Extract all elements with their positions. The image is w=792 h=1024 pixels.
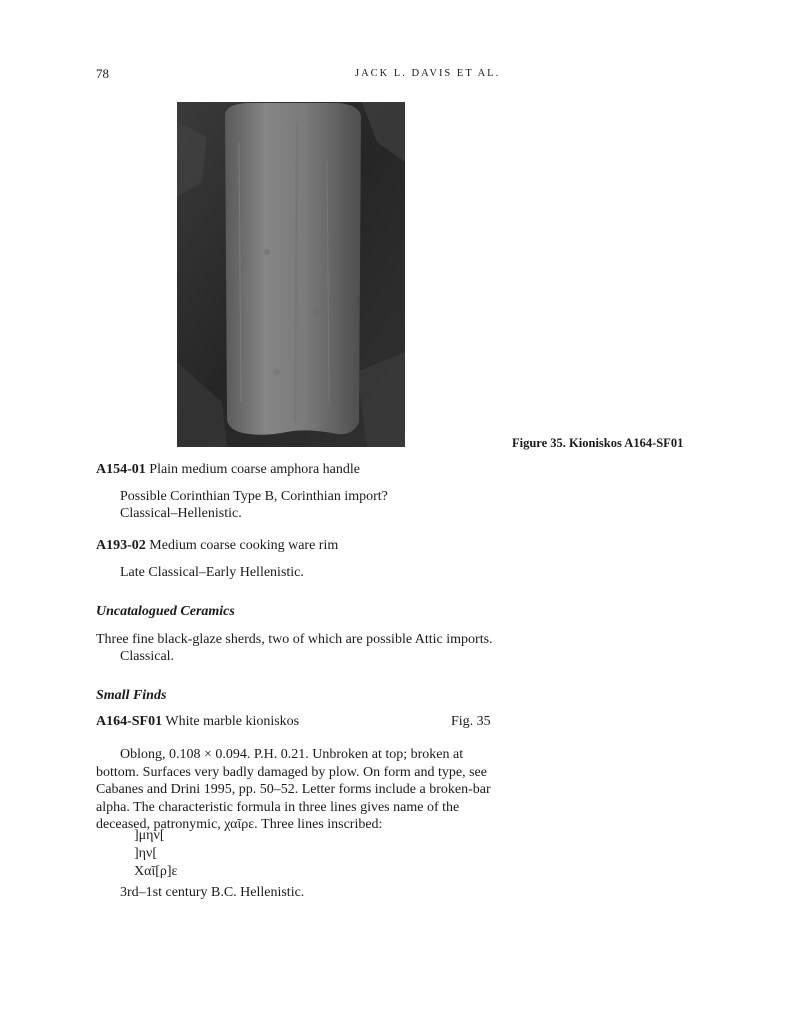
entry-id: A193-02 (96, 538, 146, 553)
entry-a154-01-line-2: Classical–Hellenistic. (120, 506, 242, 521)
uncatalogued-text-line-1: Three fine black-glaze sherds, two of which are possible Attic imports. (96, 632, 493, 647)
inscription-line-2: ]ην[ (134, 846, 157, 861)
figure-caption: Figure 35. Kioniskos A164-SF01 (512, 436, 684, 450)
entry-a164-sf01-heading (96, 714, 299, 730)
small-finds-description (96, 746, 496, 834)
description-text: Oblong, 0.108 × 0.094. P.H. 0.21. Unbroken at top; broken at bottom. Surfaces very badly damaged by plow. On form and type, see Cabanes and Drini 1995, pp. 50–52. Letter forms include a broken-bar alpha. The characteristic formula in three lines gives name of the deceased, patronymic, χαῖρε. Three lines inscribed: (96, 747, 491, 832)
inscription-line-3: Χαῖ[ρ]ε (134, 864, 178, 879)
page-number: 78 (96, 66, 109, 81)
entry-title: Medium coarse cooking ware rim (149, 538, 339, 553)
date-line: 3rd–1st century B.C. Hellenistic. (120, 885, 305, 900)
entry-title: White marble kioniskos (165, 714, 300, 729)
section-heading-uncatalogued: Uncatalogued Ceramics (96, 604, 235, 619)
entry-a154-01-heading (96, 462, 360, 478)
figure-photo-kioniskos (177, 102, 405, 447)
entry-a154-01-line-1: Possible Corinthian Type B, Corinthian import? (120, 489, 388, 504)
entry-id: A154-01 (96, 462, 146, 477)
uncatalogued-text-line-2: Classical. (120, 649, 175, 664)
running-head: JACK L. DAVIS ET AL. (355, 68, 501, 79)
inscription-line-1: ]μην[ (134, 828, 165, 843)
entry-a193-02-line-1: Late Classical–Early Hellenistic. (120, 565, 304, 580)
entry-a193-02-heading (96, 538, 338, 554)
section-heading-small-finds: Small Finds (96, 688, 167, 703)
figure-reference: Fig. 35 (451, 714, 491, 729)
entry-title: Plain medium coarse amphora handle (149, 462, 360, 477)
entry-id: A164-SF01 (96, 714, 163, 729)
